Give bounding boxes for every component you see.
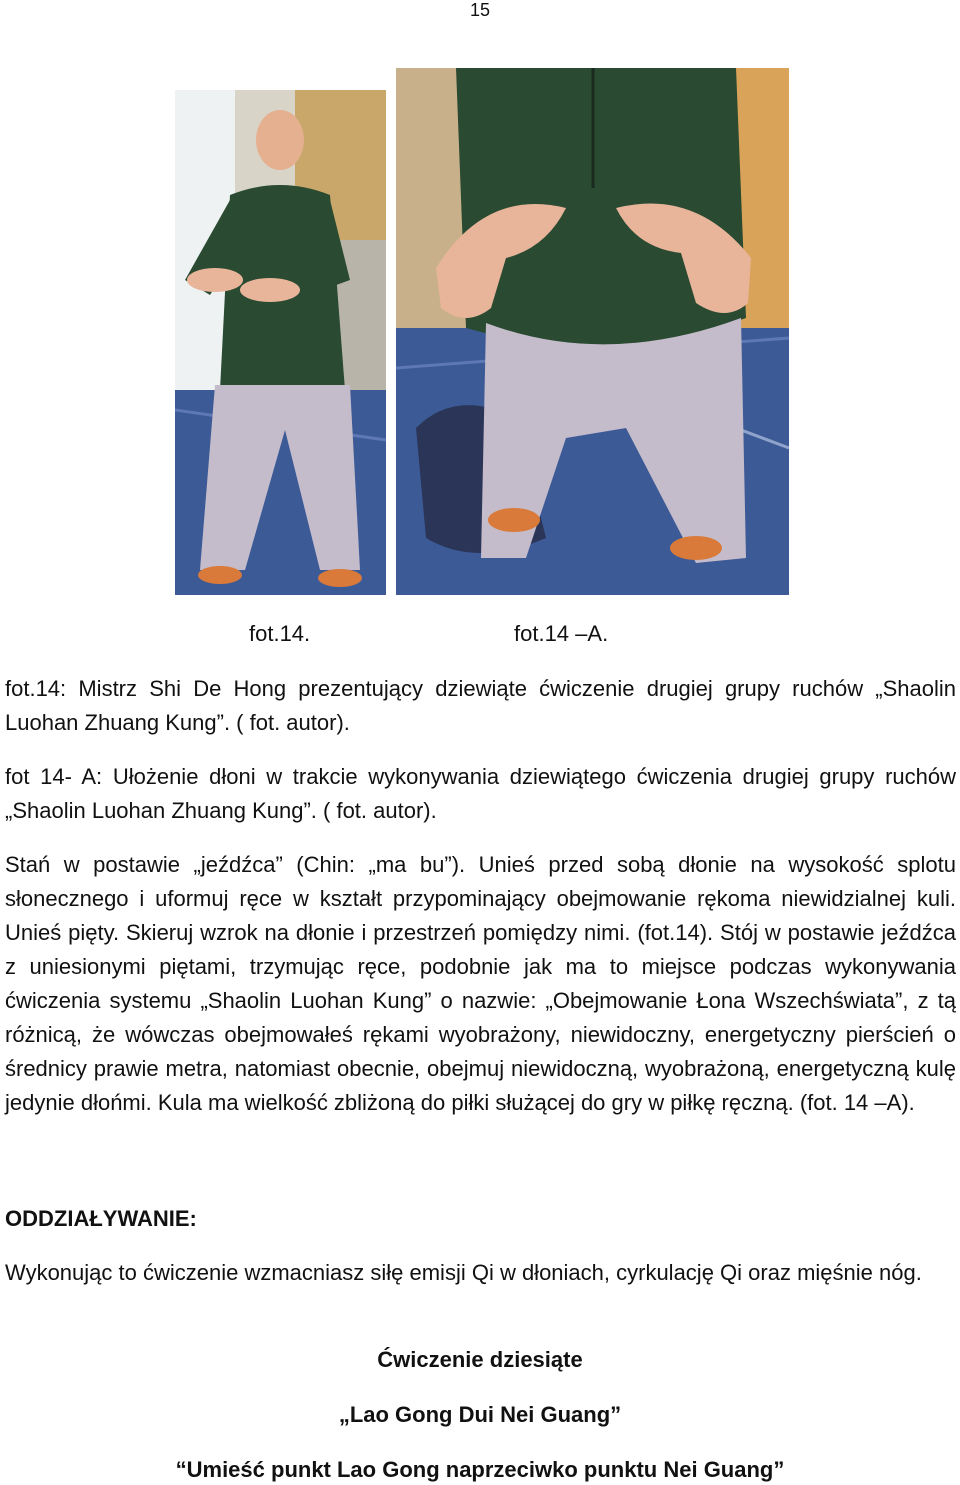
photo-master-horse-stance	[175, 90, 386, 595]
photo1-caption: fot.14.	[249, 621, 311, 646]
photo2-illustration	[396, 68, 789, 595]
exercise-name-translation: “Umieść punkt Lao Gong naprzeciwko punktu Nei Guang”	[175, 1457, 785, 1482]
effects-description: Wykonując to ćwiczenie wzmacniasz siłę emisji Qi w dłoniach, cyrkulację Qi oraz mięśnie nóg.	[5, 1260, 922, 1285]
photo-hand-position	[396, 68, 789, 595]
caption-description-fot14: fot.14: Mistrz Shi De Hong prezentujący dziewiąte ćwiczenie drugiej grupy ruchów „Shaolin Luohan Zhuang Kung”. ( fot. autor).	[5, 676, 956, 735]
exercise-instructions: Stań w postawie „jeźdźca” (Chin: „ma bu”). Unieś przed sobą dłonie na wysokość splotu słonecznego i uformuj ręce w kształt przypominający obejmowanie rękoma niewidzialnej kuli. Unieś pięty. Skieruj wzrok na dłonie i przestrzeń pomiędzy nimi. (fot.14). Stój w postawie jeźdźca z uniesionymi piętami, trzymując ręce, podobnie jak ma to miejsce podczas wykonywania ćwiczenia systemu „Shaolin Luohan Kung” o nazwie: „Obejmowanie Łona Wszechświata”, z tą różnicą, że wówczas obejmowałeś rękami wyobrażony, niewidoczny, energetyczny pierścień o średnicy prawie metra, natomiast obecnie, obejmuj niewidoczną, wyobrażoną, energetyczną kulę jedynie dłońmi. Kula ma wielkość zbliżoną do piłki służącej do gry w piłkę ręczną. (fot. 14 –A).	[5, 852, 956, 1115]
photo2-caption: fot.14 –A.	[514, 621, 609, 646]
exercise-title: Ćwiczenie dziesiąte	[377, 1347, 583, 1372]
page-number: 15	[469, 0, 491, 20]
exercise-name-chinese: „Lao Gong Dui Nei Guang”	[338, 1402, 622, 1427]
caption-description-fot14a: fot 14- A: Ułożenie dłoni w trakcie wykonywania dziewiątego ćwiczenia drugiej grupy ruchów „Shaolin Luohan Zhuang Kung”. ( fot. autor).	[5, 764, 956, 823]
photo1-illustration	[175, 90, 386, 595]
section-heading-effects: ODDZIAŁYWANIE:	[5, 1206, 197, 1231]
